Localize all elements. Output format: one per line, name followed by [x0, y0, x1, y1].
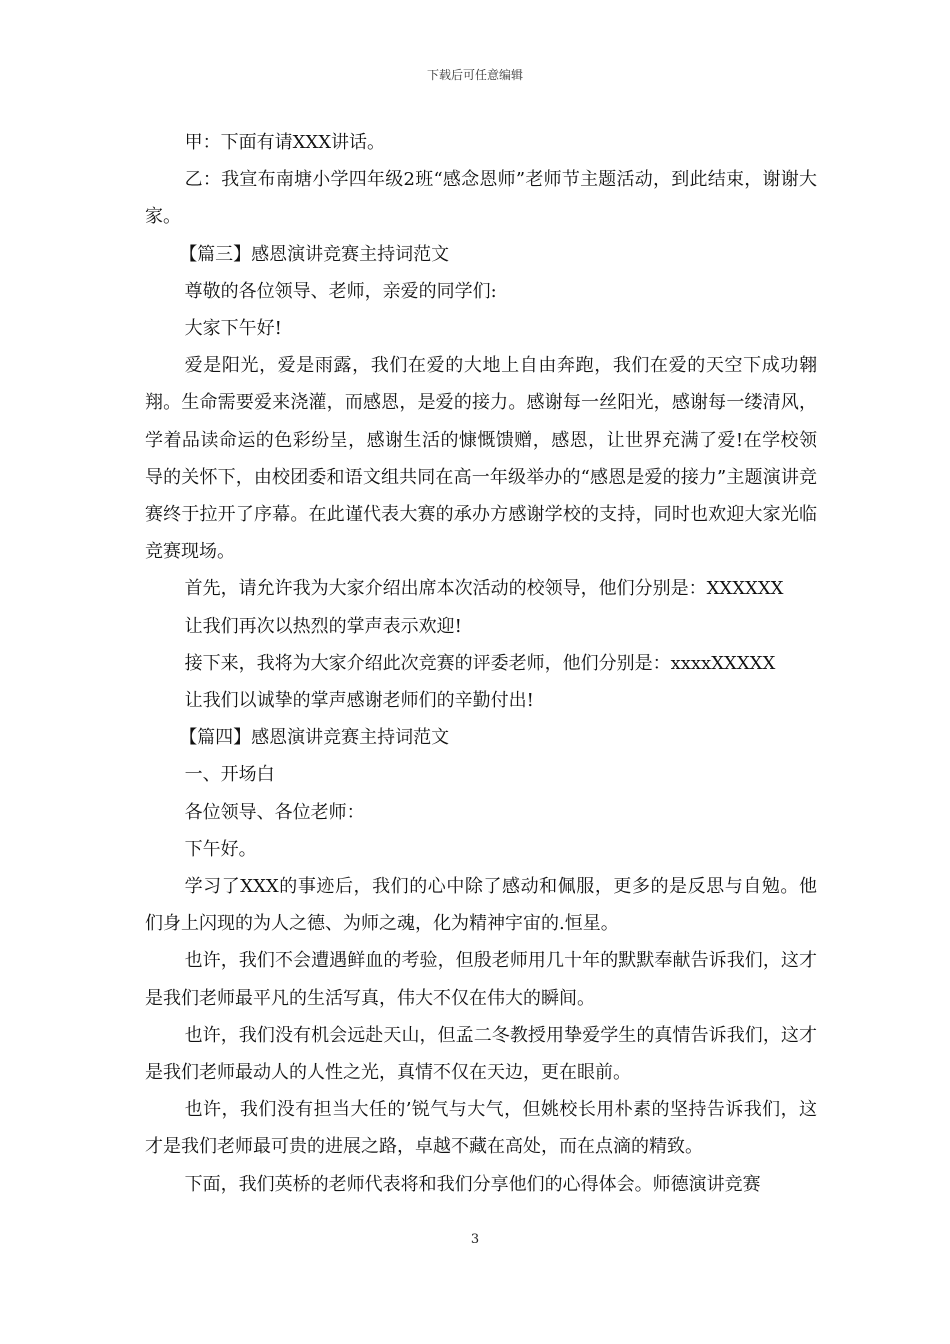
paragraph: 一、开场白	[184, 764, 275, 786]
paragraph: 接下来，我将为大家介绍此次竞赛的评委老师，他们分别是：xxxxXXXXX	[184, 652, 776, 674]
paragraph: 也许，我们没有担当大任的’锐气与大气，但姚校长用朴素的坚持告诉我们，这才是我们老师最可贵的进展之路，卓越不藏在高处，而在点滴的精致。	[145, 1099, 817, 1158]
paragraph: 大家下午好!	[184, 318, 282, 340]
paragraph: 首先，请允许我为大家介绍出席本次活动的校领导，他们分别是：XXXXXX	[184, 578, 784, 600]
paragraph: 各位领导、各位老师：	[184, 801, 365, 823]
paragraph: 也许，我们没有机会远赴天山，但孟二冬教授用挚爱学生的真情告诉我们，这才是我们老师最动人的人性之光，真情不仅在天边，更在眼前。	[145, 1024, 817, 1084]
paragraph: 让我们再次以热烈的掌声表示欢迎!	[184, 615, 462, 637]
paragraph: 下面，我们英桥的老师代表将和我们分享他们的心得体会。师德演讲竞赛	[184, 1173, 761, 1195]
page-header: 下载后可任意编辑	[426, 68, 523, 82]
document-body	[145, 124, 817, 1203]
page-number: 3	[470, 1232, 480, 1247]
paragraph: 让我们以诚挚的掌声感谢老师们的辛勤付出!	[184, 690, 534, 712]
paragraph: 乙：我宣布南塘小学四年级2班“感念恩师”老师节主题活动，到此结束，谢谢大家。	[145, 169, 817, 228]
section-heading: 【篇三】感恩演讲竞赛主持词范文	[179, 243, 450, 265]
paragraph: 学习了XXX的事迹后，我们的心中除了感动和佩服，更多的是反思与自勉。他们身上闪现的为人之德、为师之魂，化为精神宇宙的.恒星。	[145, 876, 817, 935]
paragraph: 也许，我们不会遭遇鲜血的考验，但殷老师用几十年的默默奉献告诉我们，这才是我们老师最平凡的生活写真，伟大不仅在伟大的瞬间。	[145, 950, 817, 1009]
paragraph: 甲：下面有请XXX讲话。	[184, 132, 386, 153]
section-heading: 【篇四】感恩演讲竞赛主持词范文	[179, 727, 450, 749]
paragraph: 尊敬的各位领导、老师，亲爱的同学们:	[184, 280, 497, 302]
paragraph: 下午好。	[184, 838, 257, 860]
paragraph: 爱是阳光，爱是雨露，我们在爱的大地上自由奔跑，我们在爱的天空下成功翱翔。生命需要爱来浇灌，而感恩，是爱的接力。感谢每一丝阳光，感谢每一缕清风，学着品读命运的色彩纷呈，感谢生活的慷慨馈赠，感恩，让世界充满了爱!在学校领导的关怀下，由校团委和语文组共同在高一年级举办的“感恩是爱的接力”主题演讲竞赛终于拉开了序幕。在此谨代表大赛的承办方感谢学校的支持，同时也欢迎大家光临竞赛现场。	[145, 355, 817, 563]
